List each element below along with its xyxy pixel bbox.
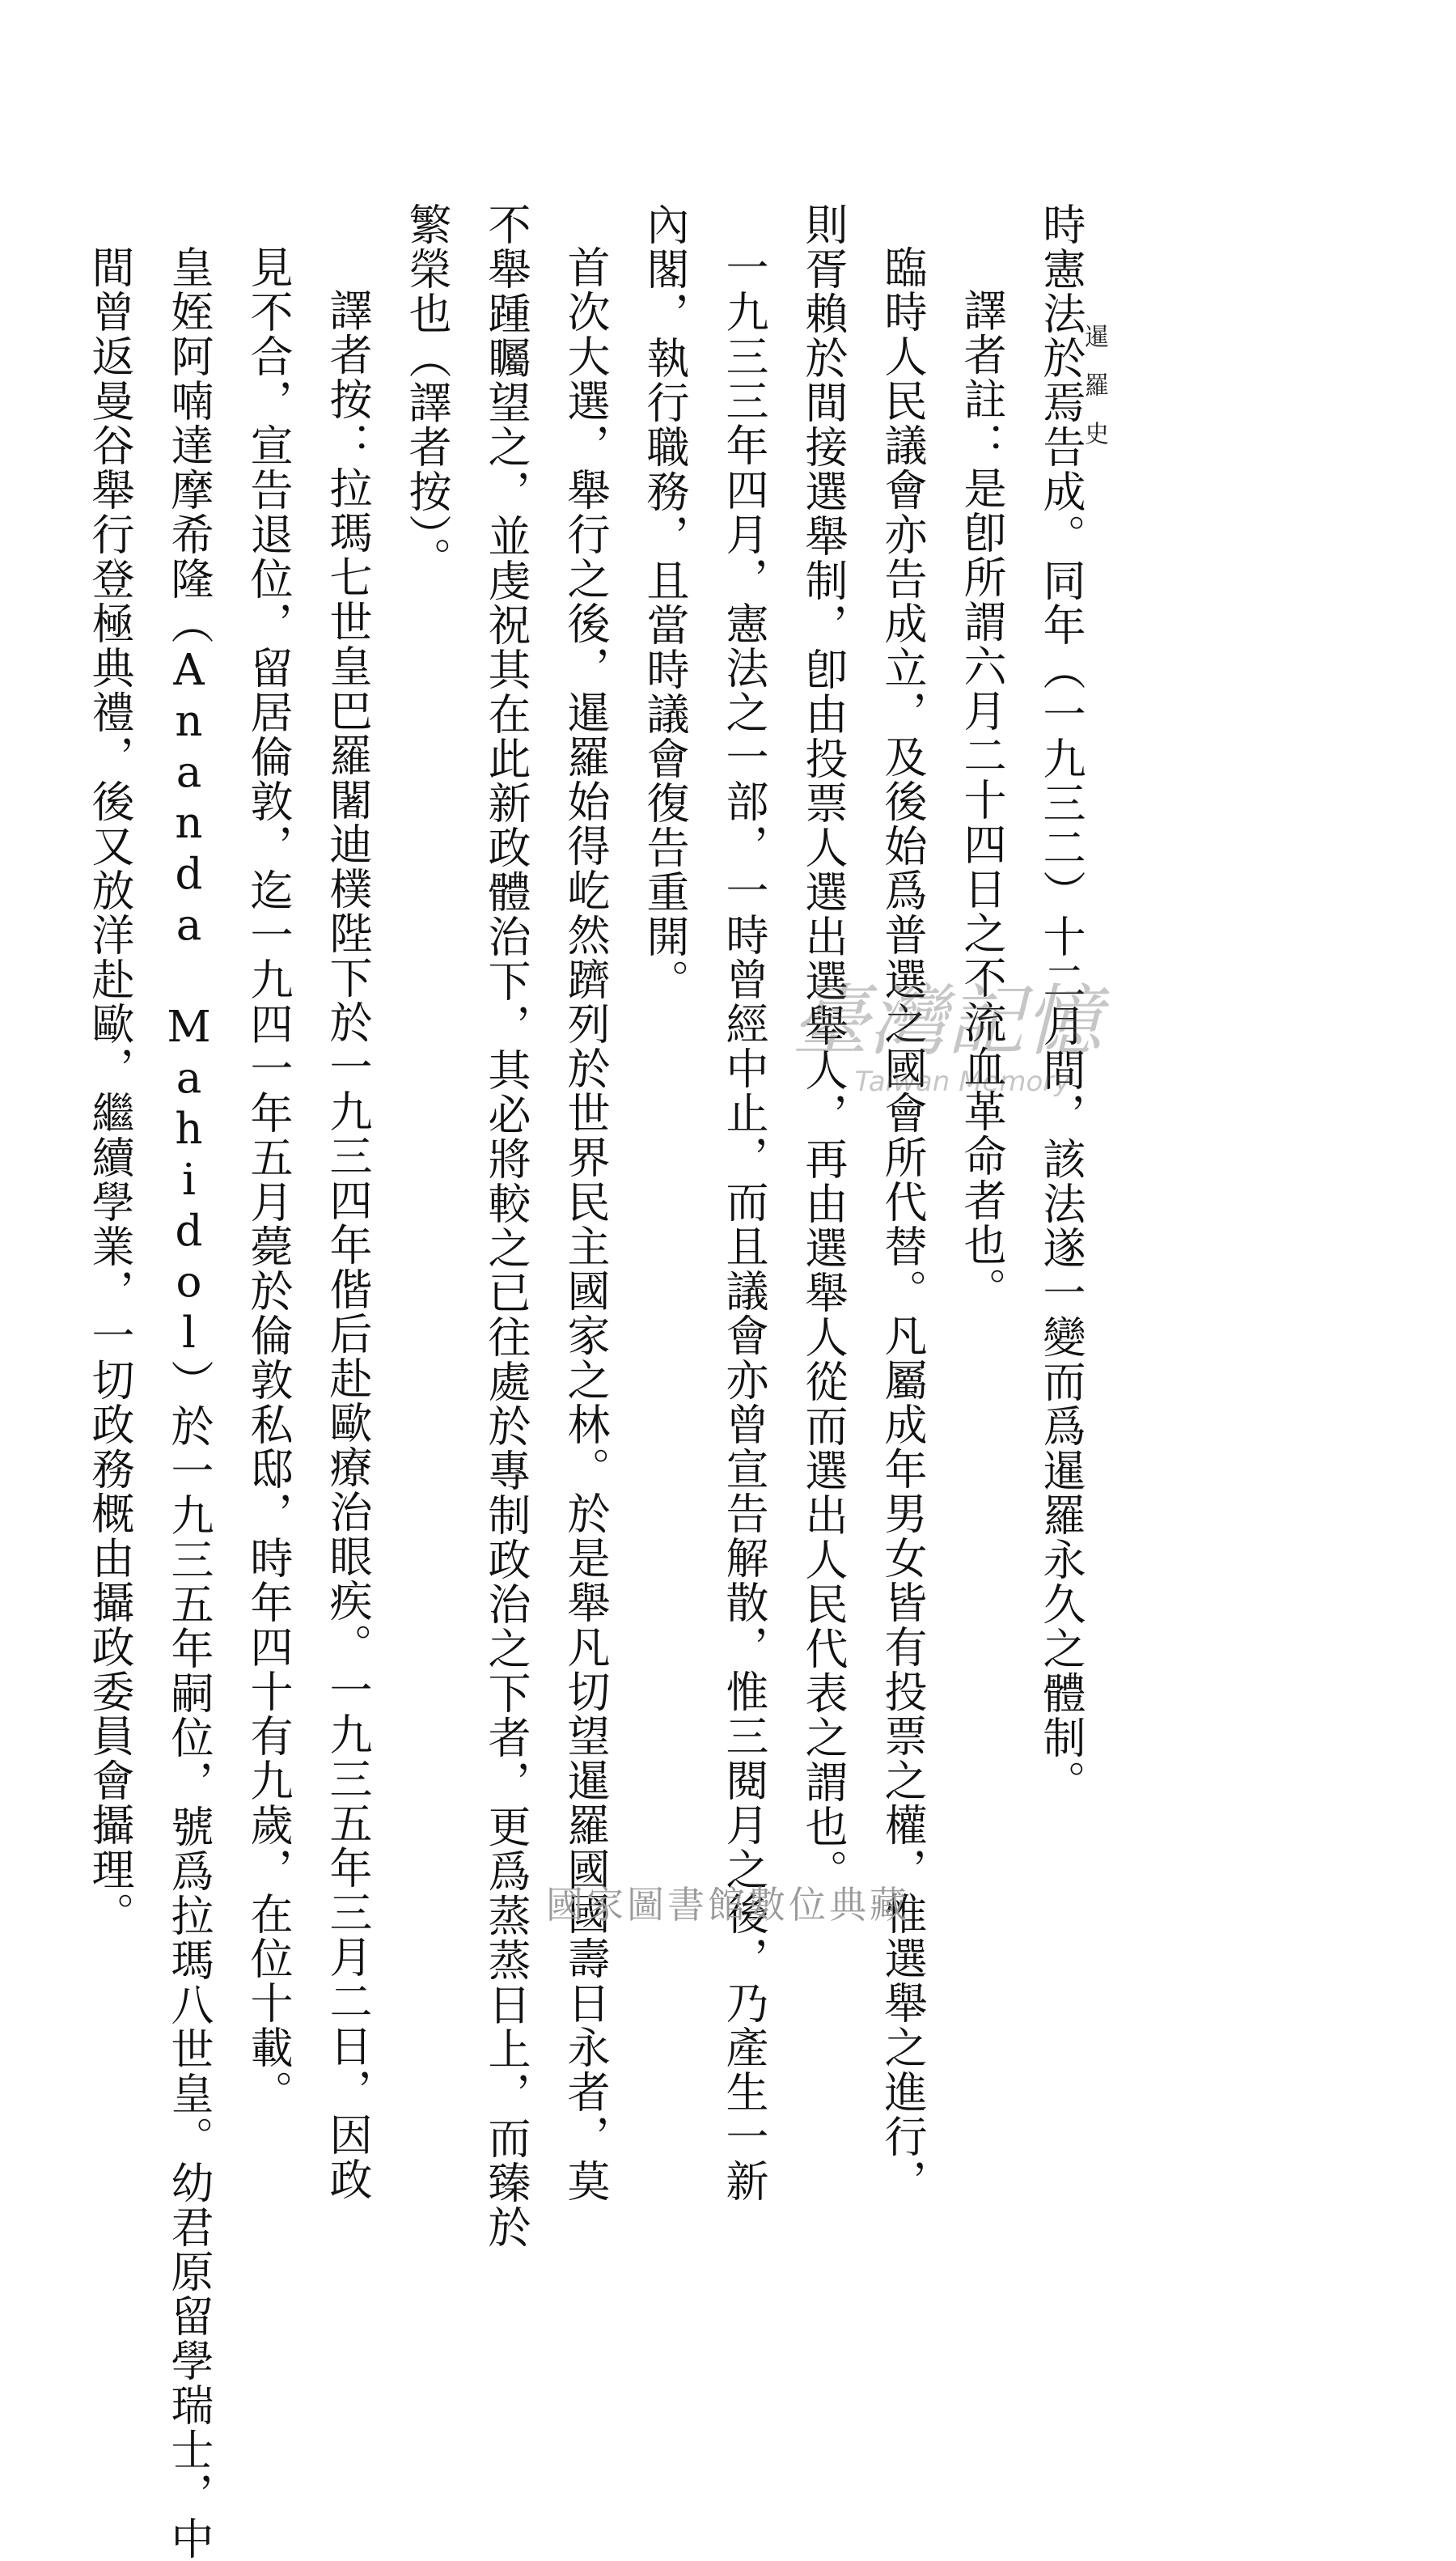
- text-column-4: 則胥賴於間接選舉制，卽由投票人選出選舉人，再由選舉人從而選出人民代表之謂也。: [798, 202, 848, 1893]
- text-column-10: 譯者按：拉瑪七世皇巴羅闍迪樸陛下於一九三四年偕后赴歐療治眼疾。一九三五年三月二日，因政: [323, 288, 372, 2202]
- svg-text:臺灣記憶: 臺灣記憶: [791, 976, 1102, 1066]
- text-column-11: 見不合，宣告退位，留居倫敦，迄一九四一年五月薨於倫敦私邸，時年四十有九歲，在位十載。: [243, 245, 293, 2114]
- text-column-5: 一九三三年四月，憲法之一部，一時曾經中止，而且議會亦曾宣告解散，惟三閱月之後，乃產生一新: [719, 245, 768, 2203]
- svg-text:Taiwan Memory: Taiwan Memory: [854, 1066, 1071, 1098]
- text-column-8: 不舉踵矚望之，並虔祝其在此新政體治下，其必將較之已往處於專制政治之下者，更爲蒸蒸日上，而臻於: [481, 202, 531, 2249]
- text-column-3: 臨時人民議會亦告成立，及後始爲普選之國會所代替。凡屬成年男女皆有投票之權，惟選舉之進行，: [878, 245, 927, 2203]
- running-header: 暹羅史: [1080, 324, 1108, 469]
- text-column-2: 譯者註：是卽所謂六月二十四日之不流血革命者也。: [957, 288, 1006, 1312]
- text-column-9: 繁榮也（譯者按）。: [402, 202, 451, 582]
- text-column-6: 內閣，執行職務，且當時議會復告重開。: [640, 202, 689, 1003]
- text-column-12-content: 皇姪阿喃達摩希隆（Ananda Mahidol）於一九三五年嗣位，號爲拉瑪八世皇。幼君原留學瑞士，中: [164, 245, 214, 2561]
- text-column-13: 間曾返曼谷舉行登極典禮，後又放洋赴歐，繼續學業，一切政務概由攝政委員會攝理。: [85, 245, 134, 1936]
- text-column-7: 首次大選，舉行之後，暹羅始得屹然躋列於世界民主國家之林。於是舉凡切望暹羅國國壽日永者，莫: [561, 245, 610, 2203]
- footer-credit: 國家圖書館數位典藏: [546, 1883, 910, 1927]
- text-column-12: [149, 202, 228, 2561]
- text-column-1: 時憲法於焉告成。同年（一九三二）十二月間，該法遂一變而爲暹羅永久之體制。: [1036, 202, 1086, 1804]
